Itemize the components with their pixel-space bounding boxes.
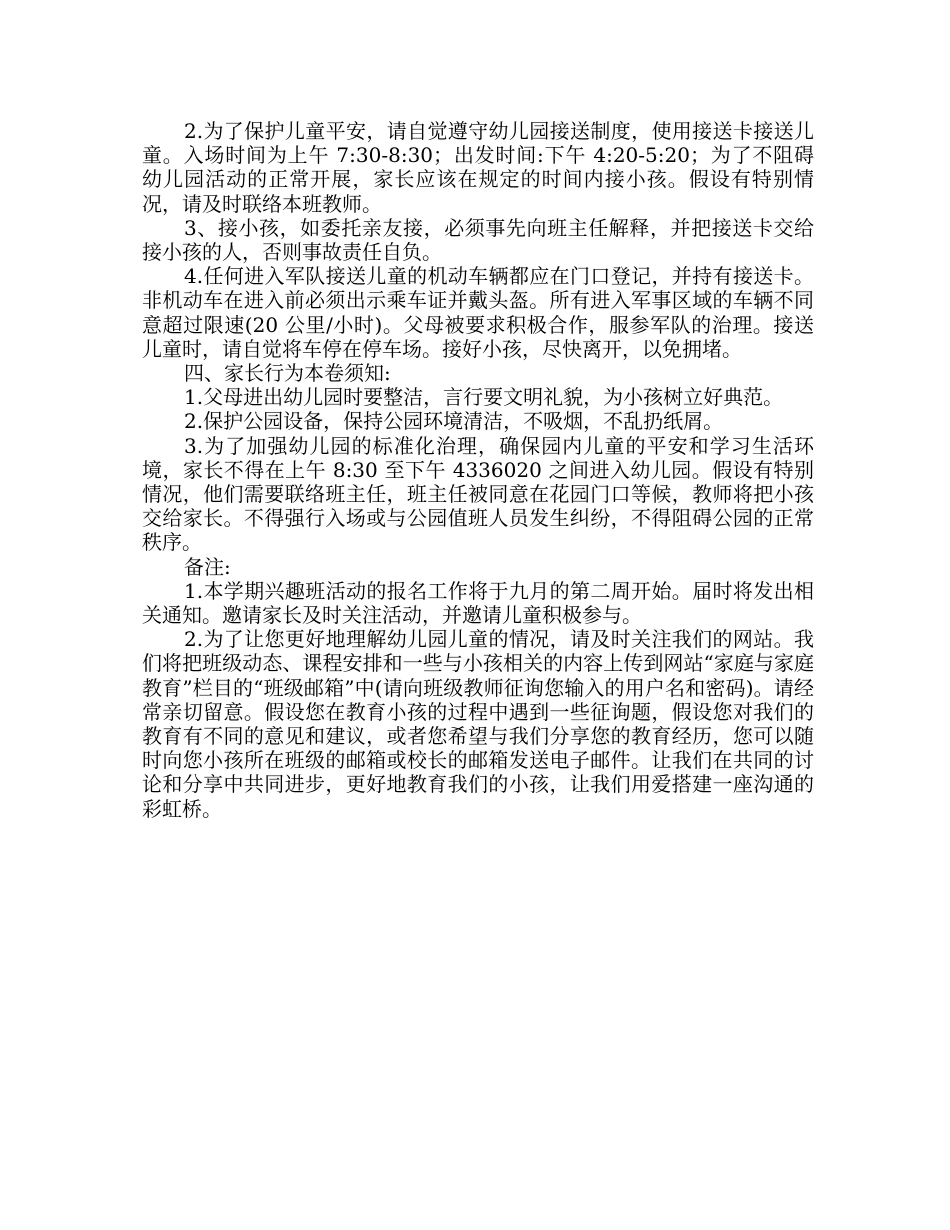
paragraph-relative-pickup: 3、接小孩，如委托亲友接，必须事先向班主任解释，并把接送卡交给接小孩的人，否则事故责任自负。	[142, 215, 814, 265]
paragraph-facility-protection: 2.保护公园设备，保持公园环境清洁，不吸烟，不乱扔纸屑。	[184, 409, 724, 434]
paragraph-vehicle-rules: 4.任何进入军队接送儿童的机动车辆都应在门口登记，并持有接送卡。非机动车在进入前必须出示乘车证并戴头盔。所有进入军事区域的车辆不同意超过限速(20 公里/小时)。父母被要求积极合作，服参军队的治理。接送儿童时，请自觉将车停在停车场。接好小孩，尽快离开，以免拥堵。	[142, 264, 814, 361]
paragraph-entry-restriction: 3.为了加强幼儿园的标准化治理，确保园内儿童的平安和学习生活环境，家长不得在上午 8:30 至下午 4336020 之间进入幼儿园。假设有特别情况，他们需要联络班主任，班主任被同意在花园门口等候，教师将把小孩交给家长。不得强行入场或与公园值班人员发生纠纷，不得阻碍公园的正常秩序。	[142, 433, 814, 555]
paragraph-interest-class: 1.本学期兴趣班活动的报名工作将于九月的第二周开始。届时将发出相关通知。邀请家长及时关注活动，并邀请儿童积极参与。	[142, 578, 814, 628]
section-heading-remarks: 备注:	[184, 554, 231, 579]
paragraph-pickup-rules: 2.为了保护儿童平安，请自觉遵守幼儿园接送制度，使用接送卡接送儿童。入场时间为上午 7:30-8:30；出发时间:下午 4:20-5:20；为了不阻碍幼儿园活动的正常开展，家长应该在规定的时间内接小孩。假设有特别情况，请及时联络本班教师。	[142, 119, 814, 216]
paragraph-parent-appearance: 1.父母进出幼儿园时要整洁，言行要文明礼貌，为小孩树立好典范。	[184, 385, 784, 410]
paragraph-website-mailbox: 2.为了让您更好地理解幼儿园儿童的情况，请及时关注我们的网站。我们将把班级动态、课程安排和一些与小孩相关的内容上传到网站“家庭与家庭教育”栏目的“班级邮箱”中(请向班级教师征询您输入的用户名和密码)。请经常亲切留意。假设您在教育小孩的过程中遇到一些征询题，假设您对我们的教育有不同的意见和建议，或者您希望与我们分享您的教育经历，您可以随时向您小孩所在班级的邮箱或校长的邮箱发送电子邮件。让我们在共同的讨论和分享中共同进步，更好地教育我们的小孩，让我们用爱搭建一座沟通的彩虹桥。	[142, 627, 814, 821]
section-heading-parent-conduct: 四、家长行为本卷须知:	[184, 361, 391, 386]
document-body	[142, 119, 814, 821]
